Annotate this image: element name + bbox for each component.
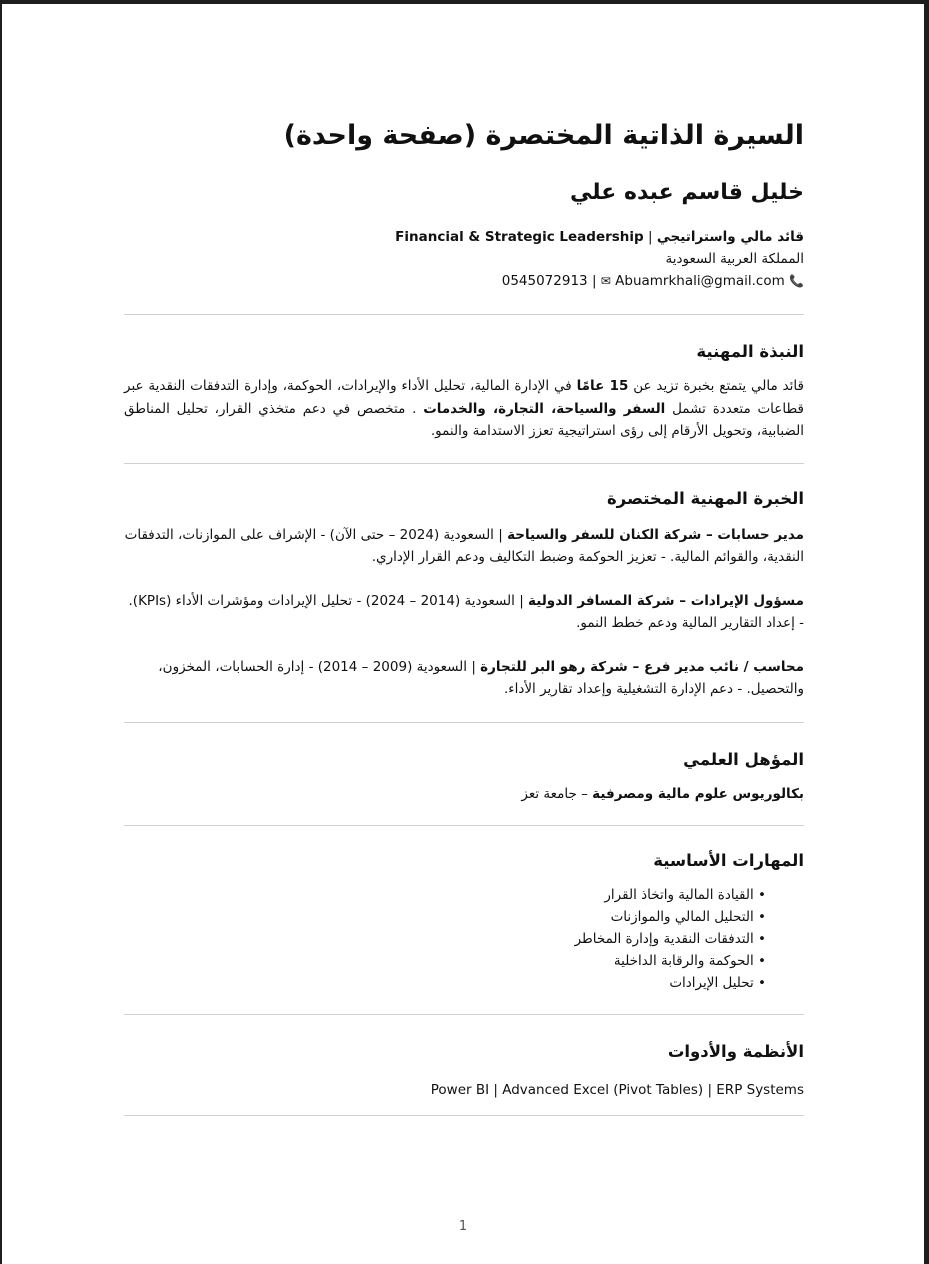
divider: [124, 722, 804, 723]
job-title: محاسب / نائب مدير فرع – شركة رهو البر للتجارة: [480, 658, 804, 675]
tools-list: Power BI | Advanced Excel (Pivot Tables) | ERP Systems: [430, 1081, 804, 1098]
education-section: [124, 747, 804, 805]
summary-section: [124, 339, 804, 443]
summary-heading: النبذة المهنية: [696, 342, 804, 361]
list-item: • التحليل المالي والموازنات: [124, 906, 766, 928]
phone-icon: 📞: [789, 274, 804, 288]
contact-line: 📞 0545072913 | ✉ Abuamrkhali@gmail.com: [501, 273, 804, 289]
document-page: [2, 4, 924, 1264]
summary-years: 15 عامًا: [576, 378, 629, 394]
degree: بكالوريوس علوم مالية ومصرفية: [592, 785, 804, 802]
skills-section: [124, 848, 804, 994]
envelope-icon: ✉: [600, 274, 611, 288]
education-heading: المؤهل العلمي: [683, 749, 804, 769]
job-entry: [124, 524, 804, 568]
list-item: • القيادة المالية واتخاذ القرار: [124, 884, 766, 906]
list-item: • الحوكمة والرقابة الداخلية: [124, 950, 766, 972]
divider: [124, 1115, 804, 1116]
cv-content: [124, 114, 804, 1116]
role-english: Financial & Strategic Leadership: [395, 229, 644, 245]
university: – جامعة تعز: [521, 785, 593, 802]
job-title: مسؤول الإيرادات – شركة المسافر الدولية: [528, 592, 804, 609]
summary-part-2: في الإدارة المالية، تحليل الأداء والإيرادات، الحوكمة، وإدارة التدفقات النقدية عبر قطاعات متعددة تشمل: [124, 378, 804, 417]
page-title: السيرة الذاتية المختصرة (صفحة واحدة): [283, 120, 804, 151]
summary-part-3: . متخصص في دعم متخذي القرار، تحليل المناطق الضبابية، وتحويل الأرقام إلى رؤى استراتيجية تعزز الاستدامة والنمو.: [124, 400, 804, 439]
role-line: قائد مالي واستراتيجي | Financial & Strategic Leadership: [395, 229, 804, 245]
page-number: 1: [458, 1219, 468, 1234]
phone-number: 0545072913: [501, 273, 588, 289]
job-title: مدير حسابات – شركة الكنان للسفر والسياحة: [507, 526, 804, 543]
tools-section: [124, 1039, 804, 1101]
divider: [124, 1014, 804, 1015]
summary-sectors: السفر والسياحة، التجارة، والخدمات: [423, 400, 666, 417]
tools-heading: الأنظمة والأدوات: [667, 1041, 804, 1061]
experience-section: [124, 486, 804, 700]
divider: [124, 463, 804, 464]
job-details: | السعودية (2024 – حتى الآن) - الإشراف على الموازنات، التدفقات النقدية، والقوائم المالية. - تعزيز الحوكمة وضبط التكاليف ودعم القرار الإداري.: [124, 526, 804, 565]
job-details: | السعودية (2009 – 2014) - إدارة الحسابات، المخزون، والتحصيل. - دعم الإدارة التشغيلية وإعداد تقارير الأداء.: [158, 658, 804, 697]
education-entry: [124, 783, 804, 805]
contact-block: [124, 226, 804, 292]
summary-part-1: قائد مالي يتمتع بخبرة تزيد عن: [628, 378, 804, 394]
skills-heading: المهارات الأساسية: [653, 850, 804, 870]
divider: [124, 825, 804, 826]
person-name: خليل قاسم عبده علي: [570, 180, 804, 205]
skills-list: [124, 884, 804, 994]
job-entry: [124, 656, 804, 700]
divider: [124, 314, 804, 315]
job-details: | السعودية (2014 – 2024) - تحليل الإيرادات ومؤشرات الأداء (KPIs). - إعداد التقارير المالية ودعم خطط النمو.: [128, 592, 804, 631]
list-item: • تحليل الإيرادات: [124, 972, 766, 994]
list-item: • التدفقات النقدية وإدارة المخاطر: [124, 928, 766, 950]
role-arabic: قائد مالي واستراتيجي: [656, 229, 804, 245]
country: المملكة العربية السعودية: [665, 251, 804, 267]
job-entry: [124, 590, 804, 634]
email-address: Abuamrkhali@gmail.com: [615, 273, 785, 289]
experience-heading: الخبرة المهنية المختصرة: [606, 488, 804, 508]
summary-text: [124, 375, 804, 443]
